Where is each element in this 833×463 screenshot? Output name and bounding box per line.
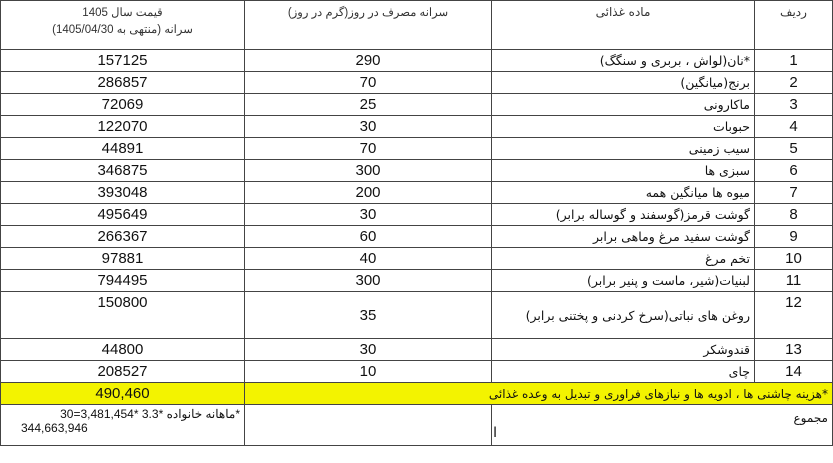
table-row: [1, 160, 833, 182]
price-cell[interactable]: 495649: [1, 204, 245, 226]
index-cell[interactable]: 2: [755, 72, 833, 94]
consumption-cell[interactable]: 70: [245, 138, 492, 160]
table-row: [1, 182, 833, 204]
item-cell[interactable]: سبزی ها: [492, 160, 755, 182]
table-row: [1, 138, 833, 160]
header-consumption[interactable]: سرانه مصرف در روز(گرم در روز): [245, 1, 492, 50]
item-cell[interactable]: *نان(لواش ، بربری و سنگگ): [492, 50, 755, 72]
index-cell[interactable]: 9: [755, 226, 833, 248]
item-cell[interactable]: برنج(میانگین): [492, 72, 755, 94]
price-cell[interactable]: 208527: [1, 361, 245, 383]
price-cell[interactable]: 44800: [1, 339, 245, 361]
consumption-cell[interactable]: 290: [245, 50, 492, 72]
table-row: [1, 226, 833, 248]
consumption-cell[interactable]: 30: [245, 339, 492, 361]
consumption-cell[interactable]: 35: [245, 292, 492, 339]
consumption-cell[interactable]: 300: [245, 270, 492, 292]
index-cell[interactable]: 3: [755, 94, 833, 116]
index-cell[interactable]: 11: [755, 270, 833, 292]
consumption-cell[interactable]: 10: [245, 361, 492, 383]
consumption-cell[interactable]: 30: [245, 116, 492, 138]
total-label[interactable]: مجموع: [492, 405, 833, 446]
table-row: [1, 204, 833, 226]
table-row: [1, 248, 833, 270]
table-row: [1, 94, 833, 116]
index-cell[interactable]: 8: [755, 204, 833, 226]
index-cell[interactable]: 4: [755, 116, 833, 138]
index-cell[interactable]: 5: [755, 138, 833, 160]
consumption-cell[interactable]: 70: [245, 72, 492, 94]
condiments-note-text[interactable]: *هزینه چاشنی ها ، ادویه ها و نیازهای فراوری و تبدیل به وعده غذائی: [245, 383, 833, 405]
index-cell[interactable]: 12: [755, 292, 833, 339]
price-cell[interactable]: 157125: [1, 50, 245, 72]
price-cell[interactable]: 97881: [1, 248, 245, 270]
table-row: [1, 116, 833, 138]
table-row: [1, 72, 833, 94]
consumption-cell[interactable]: 200: [245, 182, 492, 204]
header-index[interactable]: ردیف: [755, 1, 833, 50]
index-cell[interactable]: 7: [755, 182, 833, 204]
consumption-cell[interactable]: 300: [245, 160, 492, 182]
index-cell[interactable]: 10: [755, 248, 833, 270]
item-cell[interactable]: ماکارونی: [492, 94, 755, 116]
total-formula-cell[interactable]: [1, 405, 245, 446]
total-result: 344,663,946: [21, 421, 88, 435]
condiments-note-row: [1, 383, 833, 405]
header-row: [1, 1, 833, 50]
price-cell[interactable]: 72069: [1, 94, 245, 116]
total-empty-cell[interactable]: [245, 405, 492, 446]
price-cell[interactable]: 150800: [1, 292, 245, 339]
header-item[interactable]: ماده غذائی: [492, 1, 755, 50]
table-row: [1, 292, 833, 339]
item-cell[interactable]: گوشت قرمز(گوسفند و گوساله برابر): [492, 204, 755, 226]
table-row: [1, 361, 833, 383]
table-row: [1, 339, 833, 361]
text-cursor-icon: I: [493, 425, 498, 441]
item-cell[interactable]: قندوشکر: [492, 339, 755, 361]
condiments-price-cell[interactable]: 490,460: [1, 383, 245, 405]
price-cell[interactable]: 266367: [1, 226, 245, 248]
item-cell[interactable]: روغن های نباتی(سرخ کردنی و پختنی برابر): [492, 292, 755, 339]
index-cell[interactable]: 14: [755, 361, 833, 383]
item-cell[interactable]: حبوبات: [492, 116, 755, 138]
total-row: [1, 405, 833, 446]
consumption-cell[interactable]: 30: [245, 204, 492, 226]
index-cell[interactable]: 1: [755, 50, 833, 72]
consumption-cell[interactable]: 60: [245, 226, 492, 248]
header-price[interactable]: [1, 1, 245, 50]
item-cell[interactable]: میوه ها میانگین همه: [492, 182, 755, 204]
consumption-cell[interactable]: 40: [245, 248, 492, 270]
price-cell[interactable]: 346875: [1, 160, 245, 182]
header-price-line2: (منتهی به 1405/04/30) سرانه: [52, 24, 193, 36]
total-formula: ماهانه خانواده *3.3 *3,481,454=30*: [60, 407, 240, 421]
item-cell[interactable]: گوشت سفید مرغ وماهی برابر: [492, 226, 755, 248]
price-cell[interactable]: 794495: [1, 270, 245, 292]
item-cell[interactable]: لبنیات(شیر، ماست و پنیر برابر): [492, 270, 755, 292]
price-cell[interactable]: 44891: [1, 138, 245, 160]
index-cell[interactable]: 6: [755, 160, 833, 182]
consumption-cell[interactable]: 25: [245, 94, 492, 116]
price-cell[interactable]: 122070: [1, 116, 245, 138]
price-cell[interactable]: 286857: [1, 72, 245, 94]
table-row: [1, 270, 833, 292]
item-cell[interactable]: سیب زمینی: [492, 138, 755, 160]
item-cell[interactable]: تخم مرغ: [492, 248, 755, 270]
item-cell[interactable]: چای: [492, 361, 755, 383]
table-row: [1, 50, 833, 72]
index-cell[interactable]: 13: [755, 339, 833, 361]
price-cell[interactable]: 393048: [1, 182, 245, 204]
header-price-line1: قیمت سال 1405: [82, 7, 163, 19]
